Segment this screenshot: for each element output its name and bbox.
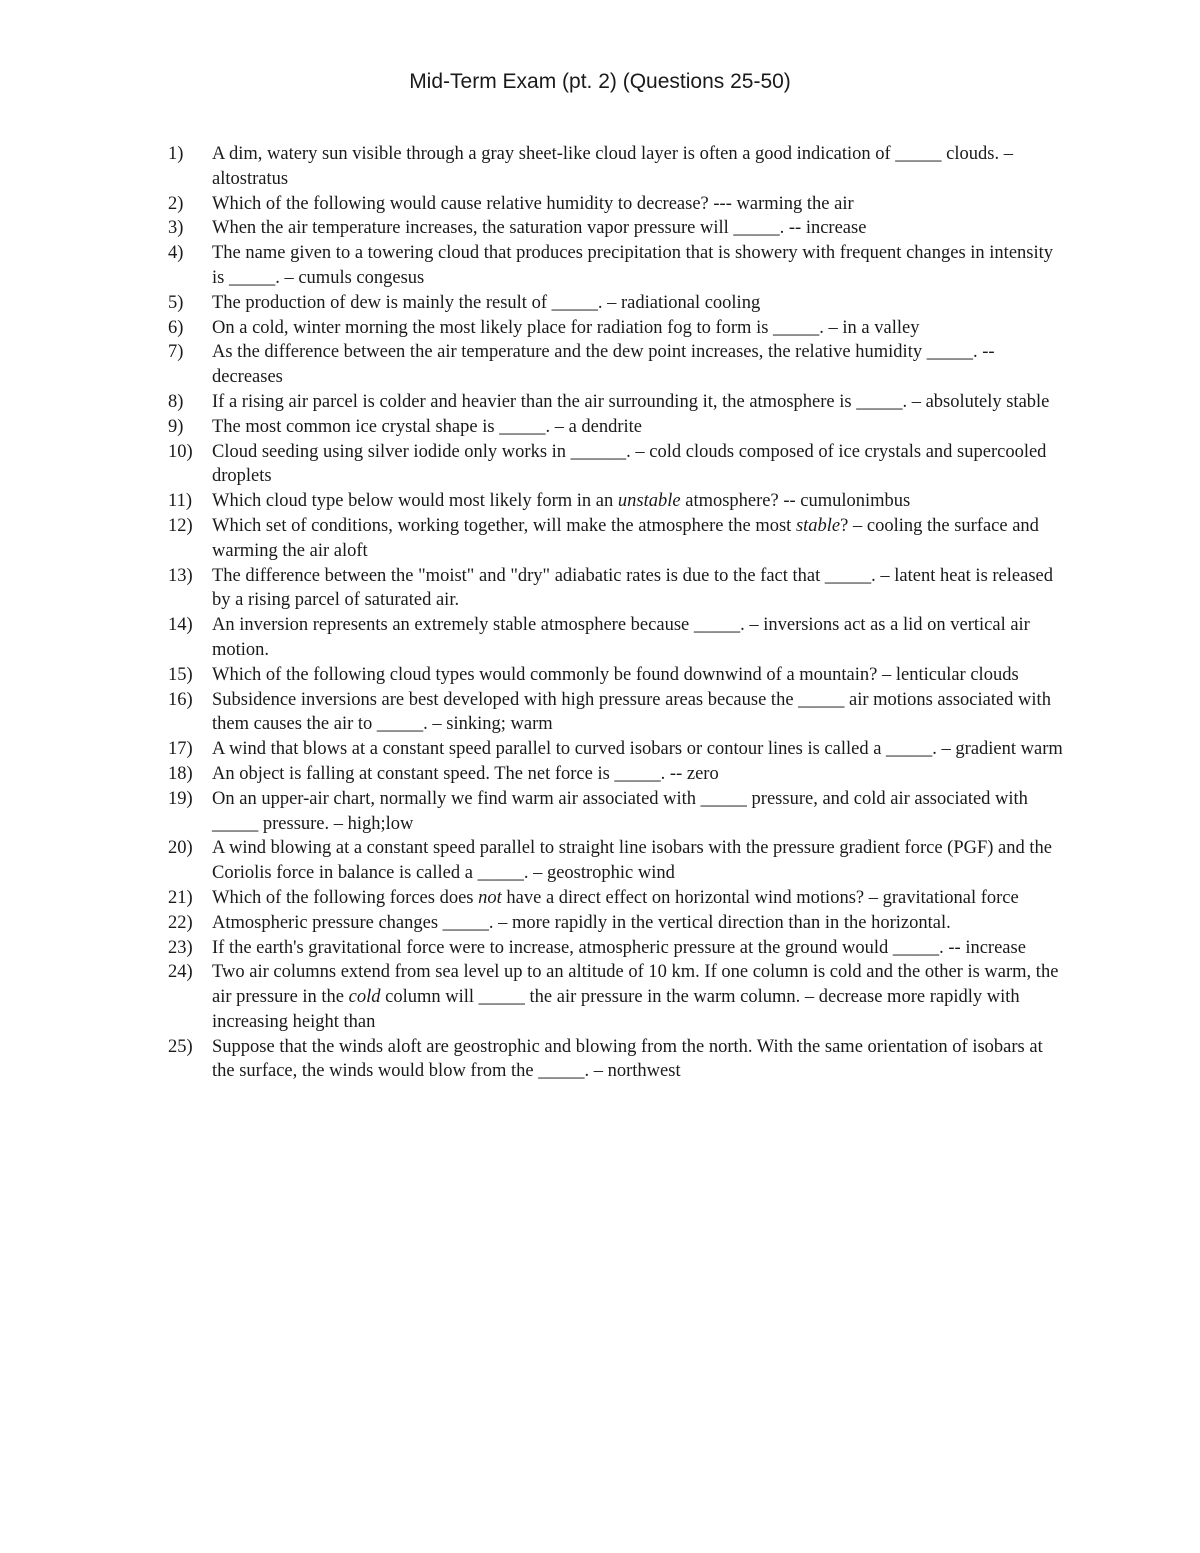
question-item <box>168 440 1068 490</box>
question-list <box>168 142 1068 1084</box>
question-number: 5) <box>168 292 184 313</box>
question-emphasis: cold <box>348 987 381 1008</box>
question-emphasis: stable <box>795 515 841 536</box>
question-number: 4) <box>168 243 184 264</box>
question-item <box>168 960 1068 1034</box>
question-item <box>168 737 1068 762</box>
question-number: 1) <box>168 144 184 164</box>
question-text <box>212 516 1039 561</box>
question-text-part: Which of the following forces does <box>212 887 479 908</box>
question-text-part: column will _____ the air pressure in the warm column. – decrease more rapidly with increasing height than <box>212 987 1020 1032</box>
question-text: The name given to a towering cloud that produces precipitation that is showery with frequent changes in intensity is _____. – cumuls congesus <box>212 243 1054 288</box>
question-number: 17) <box>168 739 193 760</box>
question-text: A dim, watery sun visible through a gray sheet-like cloud layer is often a good indication of _____ clouds. – altostratus <box>212 144 1013 189</box>
question-text: Suppose that the winds aloft are geostrophic and blowing from the north. With the same orientation of isobars at the surface, the winds would blow from the _____. – northwest <box>212 1036 1043 1082</box>
question-item <box>168 241 1068 291</box>
question-item <box>168 613 1068 663</box>
question-text: On an upper-air chart, normally we find warm air associated with _____ pressure, and cold air associated with _____ pressure. – high;low <box>212 788 1028 834</box>
question-number: 7) <box>168 342 184 363</box>
question-text: Which of the following would cause relative humidity to decrease? --- warming the air <box>212 193 854 214</box>
question-emphasis: unstable <box>617 491 681 512</box>
question-number: 22) <box>168 912 193 933</box>
question-number: 15) <box>168 664 193 685</box>
question-text: If a rising air parcel is colder and heavier than the air surrounding it, the atmosphere is _____. – absolutely stable <box>212 391 1050 412</box>
question-text <box>212 962 1058 1032</box>
question-item <box>168 911 1068 936</box>
question-item <box>168 415 1068 440</box>
question-text: The most common ice crystal shape is _____. – a dendrite <box>212 416 643 437</box>
question-item <box>168 787 1068 837</box>
question-text: Subsidence inversions are best developed with high pressure areas because the _____ air motions associated with them causes the air to _____. – sinking; warm <box>212 689 1051 735</box>
question-item <box>168 836 1068 886</box>
question-text: The difference between the "moist" and "dry" adiabatic rates is due to the fact that _____. – latent heat is released by a rising parcel of saturated air. <box>212 565 1053 611</box>
question-item <box>168 192 1068 217</box>
question-text: An inversion represents an extremely stable atmosphere because _____. – inversions act as a lid on vertical air motion. <box>212 615 1030 660</box>
question-text-part: Two air columns extend from sea level up to an altitude of 10 km. If one column is cold and the other is warm, the air pressure in the <box>212 962 1059 1008</box>
question-number: 6) <box>168 317 184 338</box>
page-title: Mid-Term Exam (pt. 2) (Questions 25-50) <box>409 70 791 93</box>
question-text: Cloud seeding using silver iodide only works in ______. – cold clouds composed of ice crystals and supercooled droplets <box>212 441 1047 487</box>
question-number: 19) <box>168 788 193 809</box>
question-item <box>168 514 1068 564</box>
question-item <box>168 142 1068 192</box>
question-item <box>168 688 1068 738</box>
question-text: On a cold, winter morning the most likely place for radiation fog to form is _____. – in a valley <box>212 317 920 338</box>
question-number: 25) <box>168 1036 193 1057</box>
question-text: If the earth's gravitational force were to increase, atmospheric pressure at the ground would _____. -- increase <box>212 937 1026 958</box>
question-number: 23) <box>168 937 193 958</box>
question-number: 8) <box>168 391 184 412</box>
question-text: When the air temperature increases, the saturation vapor pressure will _____. -- increase <box>212 218 867 239</box>
question-emphasis: not <box>478 887 502 908</box>
question-text-part: Which cloud type below would most likely form in an <box>212 491 618 512</box>
question-item <box>168 1035 1068 1085</box>
question-item <box>168 564 1068 614</box>
question-text-part: Which set of conditions, working together, will make the atmosphere the most <box>212 515 796 536</box>
question-text: Atmospheric pressure changes _____. – more rapidly in the vertical direction than in the horizontal. <box>212 912 951 933</box>
question-text: The production of dew is mainly the result of _____. – radiational cooling <box>212 292 761 313</box>
question-text-part: ? – cooling the surface and warming the air aloft <box>212 515 1039 561</box>
question-text: Which of the following cloud types would commonly be found downwind of a mountain? – lenticular clouds <box>212 664 1019 685</box>
question-item <box>168 291 1068 316</box>
question-number: 20) <box>168 838 193 859</box>
question-item <box>168 663 1068 688</box>
question-item <box>168 390 1068 415</box>
question-item <box>168 340 1068 390</box>
question-number: 21) <box>168 887 193 908</box>
question-text <box>212 888 1019 908</box>
question-item <box>168 216 1068 241</box>
question-number: 13) <box>168 565 193 586</box>
question-number: 18) <box>168 763 193 784</box>
question-text-part: have a direct effect on horizontal wind motions? – gravitational force <box>501 887 1019 908</box>
question-number: 16) <box>168 689 193 710</box>
question-text: A wind that blows at a constant speed parallel to curved isobars or contour lines is called a _____. – gradient warm <box>212 739 1063 760</box>
question-text: A wind blowing at a constant speed parallel to straight line isobars with the pressure gradient force (PGF) and the Coriolis force in balance is called a _____. – geostrophic wind <box>212 838 1052 884</box>
question-text <box>212 491 910 511</box>
question-number: 9) <box>168 416 184 437</box>
question-item <box>168 886 1068 911</box>
question-item <box>168 489 1068 514</box>
question-number: 12) <box>168 515 193 536</box>
question-number: 10) <box>168 441 193 462</box>
question-text-part: atmosphere? -- cumulonimbus <box>680 491 911 512</box>
question-number: 11) <box>168 491 192 512</box>
question-item <box>168 316 1068 341</box>
question-number: 3) <box>168 218 184 239</box>
question-number: 14) <box>168 615 193 636</box>
question-number: 2) <box>168 193 184 214</box>
question-text: An object is falling at constant speed. The net force is _____. -- zero <box>212 763 719 784</box>
question-item <box>168 936 1068 961</box>
question-item <box>168 762 1068 787</box>
question-number: 24) <box>168 962 193 983</box>
question-text: As the difference between the air temperature and the dew point increases, the relative humidity _____. -- decreases <box>212 342 995 388</box>
